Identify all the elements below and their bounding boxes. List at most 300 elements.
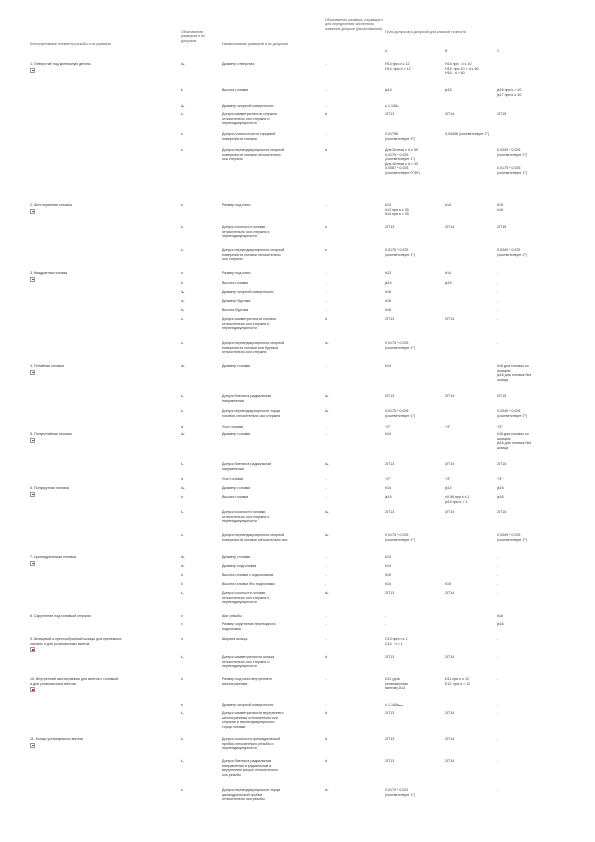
element-cell — [30, 637, 178, 652]
cell-text: α — [181, 477, 184, 481]
class-a-cell — [385, 308, 443, 313]
cell-text: перпендикулярности — [222, 664, 257, 668]
cell-text: d — [325, 711, 327, 715]
designation-cell — [181, 495, 219, 500]
cell-text: 0,0175 * 0,025 — [385, 409, 409, 413]
class-a-cell — [385, 555, 443, 560]
class-c-cell — [497, 462, 557, 467]
cell-text: - — [325, 299, 327, 303]
cell-text: 2IT13 — [385, 759, 395, 763]
broken-image-icon — [30, 492, 35, 497]
cell-text: s — [181, 677, 183, 681]
designation-cell — [181, 271, 219, 276]
name-cell — [222, 564, 322, 569]
cell-text: k — [181, 582, 183, 586]
cell-text: h14 — [385, 364, 391, 368]
designation-cell — [181, 462, 219, 467]
class-c-cell — [497, 564, 557, 569]
cell-text: s — [325, 225, 327, 229]
cell-text: α — [181, 425, 184, 429]
designation-cell — [181, 564, 219, 569]
designation-cell — [181, 290, 219, 295]
cell-text: Допуск симметричности шлица — [222, 655, 275, 659]
cell-text: - — [497, 711, 499, 715]
cell-text: - — [325, 132, 327, 136]
cell-text: dₕ — [181, 486, 185, 490]
class-a-cell — [385, 622, 443, 627]
cell-text: 2IT13 — [385, 112, 395, 116]
cell-text: 0,0087 * 0,025 — [385, 166, 409, 170]
designation-cell — [181, 573, 219, 578]
cell-text: - — [497, 677, 499, 681]
cell-text: js16 — [497, 622, 504, 626]
dependency-cell — [325, 290, 383, 295]
cell-text: js16 при k < 10 — [497, 88, 522, 92]
cell-text: e — [181, 703, 183, 707]
cell-text: dₕ — [325, 591, 329, 595]
class-a-cell — [385, 148, 443, 175]
designation-cell — [181, 703, 219, 708]
cell-text: (соответствует 2°) — [497, 152, 528, 157]
class-b-cell — [445, 88, 495, 93]
dependency-cell — [325, 112, 383, 117]
cell-text: 2IT13 — [385, 317, 395, 321]
dependency-cell — [325, 486, 383, 491]
dependency-cell — [325, 248, 383, 253]
dependency-cell — [325, 614, 383, 619]
designation-cell — [181, 225, 219, 230]
dependency-cell — [325, 510, 383, 515]
cell-text: - — [385, 614, 387, 618]
dependency-cell — [325, 317, 383, 322]
cell-text: (соответствует 2°) — [497, 413, 528, 418]
cell-text: Допуск соосности головки — [222, 510, 266, 514]
cell-text: js16 для головок без — [497, 441, 532, 445]
class-a-cell — [385, 486, 443, 491]
name-cell — [222, 703, 322, 708]
class-c-cell — [497, 317, 557, 322]
cell-text: h16 — [385, 308, 391, 312]
cell-text: Допуск перпендикулярности торца — [222, 788, 280, 792]
designation-cell — [181, 299, 219, 304]
class-a-cell — [385, 510, 443, 515]
cell-text: Размер под ключ — [222, 271, 251, 275]
cell-text: Диаметр опорной поверхности — [222, 703, 274, 707]
cell-text: - — [325, 425, 327, 429]
designation-cell — [181, 655, 219, 660]
element-cell — [30, 555, 178, 566]
broken-image-icon — [30, 743, 35, 748]
cell-text: внутреннем конусе относительно — [222, 768, 278, 772]
broken-image-icon — [30, 68, 35, 73]
cell-text: tₑ — [181, 462, 184, 466]
cell-text: оси стержня — [222, 257, 243, 261]
cell-text: js16 для головок без — [497, 373, 532, 377]
designation-cell — [181, 582, 219, 587]
name-cell — [222, 582, 322, 587]
dependency-cell — [325, 573, 383, 578]
cell-text: h13 — [385, 203, 391, 207]
cell-text: h14 — [385, 582, 391, 586]
cell-text: Допуск симметричности головки — [222, 317, 276, 321]
cell-text: (соответствует 1°) — [385, 345, 416, 350]
cell-text: 0,0349 * 0,025 — [497, 248, 521, 252]
cell-text: tₑ — [181, 409, 184, 413]
cell-text: ≥ 1,140sₘᵢₙ — [385, 703, 403, 707]
cell-text: (соответствует 1°) — [497, 170, 528, 175]
cell-text: - — [497, 271, 499, 275]
cell-text: +3° — [445, 425, 451, 429]
cell-text: +2° — [385, 425, 391, 429]
broken-image-icon — [30, 647, 35, 652]
cell-text: - — [497, 582, 499, 586]
cell-text: 9. Шлицевой и крестообразный шлицы для крепежных — [30, 637, 122, 641]
class-c-cell — [497, 364, 557, 382]
cell-text: (соответствует 1°) — [385, 157, 416, 161]
cell-text: - — [497, 290, 499, 294]
element-cell — [30, 364, 178, 375]
class-a-cell — [385, 425, 443, 430]
cell-text: dₕ — [325, 462, 329, 466]
broken-image-icon — [30, 438, 35, 443]
cell-text: Допуск перпендикулярности опорной — [222, 248, 285, 252]
cell-text: s — [181, 271, 183, 275]
cell-text: Диаметр головки — [222, 555, 251, 559]
cell-text: относительно оси стержня и — [222, 595, 270, 600]
class-a-cell — [385, 394, 443, 399]
class-a-cell — [385, 477, 443, 482]
class-a-cell — [385, 299, 443, 304]
cell-text: v — [181, 622, 183, 626]
class-a-cell — [385, 533, 443, 542]
cell-text: h13 — [385, 555, 391, 559]
cell-text: - — [325, 495, 327, 499]
designation-cell — [181, 364, 219, 369]
cell-text: (соответствует 1°) — [385, 413, 416, 418]
class-a-cell — [385, 281, 443, 286]
cell-text: ±0,08 при k ≤ 1 — [445, 495, 470, 499]
class-a-cell — [385, 637, 443, 646]
cell-text: шлица — [497, 445, 509, 450]
header-class-c: C — [497, 49, 500, 53]
cell-text: 2IT13 — [385, 225, 395, 229]
designation-cell — [181, 317, 219, 322]
cell-text: - — [325, 203, 327, 207]
cell-text: h13 — [385, 271, 391, 275]
name-cell — [222, 409, 322, 418]
class-b-cell — [445, 271, 495, 276]
cell-text: Ширина шлица — [222, 637, 248, 641]
cell-text: - — [325, 290, 327, 294]
cell-text: шестигранника — [222, 681, 248, 686]
class-c-cell — [497, 677, 557, 682]
class-c-cell — [497, 148, 557, 175]
cell-text: Допуск соосности цилиндрической — [222, 737, 281, 741]
name-cell — [222, 281, 322, 286]
cell-text: Диаметр отверстия — [222, 62, 255, 66]
cell-text: tₑ — [181, 759, 184, 763]
cell-text: головок и для установочных винтов — [30, 641, 90, 646]
cell-text: головки относительно оси стержня — [222, 413, 281, 418]
dependency-cell — [325, 788, 383, 793]
cell-text: 2IT15 — [497, 462, 507, 466]
cell-text: 2IT14 — [445, 225, 455, 229]
cell-text: h14 при s > 30 — [385, 212, 409, 216]
class-a-cell — [385, 591, 443, 596]
cell-text: h15 — [497, 203, 503, 207]
cell-text: d — [325, 148, 327, 152]
cell-text: Допуск биения в радиальном — [222, 759, 271, 763]
class-c-cell — [497, 425, 557, 430]
cell-text: - — [325, 677, 327, 681]
class-b-cell — [445, 62, 495, 76]
cell-text: C13 при n ≤ 1 — [385, 637, 408, 641]
class-b-cell — [445, 203, 495, 208]
class-c-cell — [497, 394, 557, 399]
cell-text: направлении — [222, 398, 244, 403]
cell-text: h14 — [445, 203, 451, 207]
cell-text: 2IT13 — [385, 510, 395, 514]
designation-cell — [181, 622, 219, 627]
cell-text: 7. Цилиндрическая головка — [30, 555, 76, 559]
designation-cell — [181, 788, 219, 793]
cell-text: - — [325, 104, 327, 108]
cell-text: - — [325, 432, 327, 436]
cell-text: tₑ — [181, 533, 184, 537]
designation-cell — [181, 591, 219, 596]
cell-text: dₕ — [325, 409, 329, 413]
cell-text: пробки относительно резьбы и — [222, 741, 274, 746]
cell-text: и для установочных винтов — [30, 681, 76, 686]
dependency-cell — [325, 582, 383, 587]
cell-text: tₑ — [181, 591, 184, 595]
cell-text: dₒ — [181, 299, 185, 303]
cell-text: 0,0175 * 0,025 — [385, 152, 409, 157]
designation-cell — [181, 248, 219, 253]
designation-cell — [181, 737, 219, 742]
name-cell — [222, 132, 322, 141]
class-c-cell — [497, 711, 557, 716]
cell-text: 0,0175 * 0,025 — [497, 166, 521, 170]
cell-text: h14 — [385, 564, 391, 568]
designation-cell — [181, 132, 219, 137]
cell-text: dₑ — [181, 104, 185, 108]
header-name: Наименование размеров и их допусков — [222, 42, 288, 46]
cell-text: 0,0175 * 0,025 — [385, 533, 409, 537]
cell-text: 0,0349 * 0,025 — [497, 409, 521, 413]
cell-text: tₑ — [181, 788, 184, 792]
cell-text: относительно оси стержня и — [222, 116, 270, 121]
class-c-cell — [497, 299, 557, 304]
cell-text: Высота головки — [222, 495, 249, 499]
dependency-cell — [325, 564, 383, 569]
cell-text: h — [181, 573, 183, 577]
dependency-cell — [325, 394, 383, 399]
cell-text: h14 — [385, 432, 391, 436]
cell-text: Высота головки без подголовка — [222, 582, 275, 586]
cell-text: ≥ 1,13dₕ — [385, 104, 399, 108]
cell-text: Размер скругления переходного — [222, 622, 276, 626]
class-a-cell — [385, 788, 443, 797]
cell-text: - — [497, 737, 499, 741]
class-c-cell — [497, 225, 557, 230]
cell-text: js14 — [445, 486, 452, 490]
cell-text: +3° — [497, 425, 503, 429]
name-cell — [222, 364, 322, 369]
cell-text: Для болтов с d ≤ 30 — [385, 148, 418, 152]
element-cell — [30, 486, 178, 497]
cell-text: - — [325, 271, 327, 275]
cell-text: относительно оси стержня — [222, 350, 267, 354]
class-a-cell — [385, 271, 443, 276]
name-cell — [222, 462, 322, 471]
cell-text: - — [497, 317, 499, 321]
cell-text: - — [325, 582, 327, 586]
designation-cell — [181, 614, 219, 619]
cell-text: 2IT14 — [445, 591, 455, 595]
cell-text: - — [497, 573, 499, 577]
header-class-a: A — [385, 49, 388, 53]
designation-cell — [181, 555, 219, 560]
designation-cell — [181, 308, 219, 313]
cell-text: H13 при d ≤ 12 — [385, 62, 410, 66]
class-c-cell — [497, 510, 557, 515]
class-a-cell — [385, 132, 443, 141]
cell-text: dₕ — [325, 533, 329, 537]
designation-cell — [181, 148, 219, 153]
cell-text: 2IT13 — [385, 655, 395, 659]
class-a-cell — [385, 711, 443, 716]
dependency-cell — [325, 341, 383, 346]
cell-text: tₑ — [181, 510, 184, 514]
header-element: Конструктивные элементы резьбы и их размеры — [30, 42, 112, 46]
class-b-cell — [445, 510, 495, 515]
class-a-cell — [385, 655, 443, 660]
class-c-cell — [497, 703, 557, 708]
name-cell — [222, 555, 322, 560]
cell-text: перпендикулярности — [222, 600, 257, 604]
dependency-cell — [325, 308, 383, 313]
class-a-cell — [385, 564, 443, 569]
dependency-cell — [325, 477, 383, 482]
dependency-cell — [325, 299, 383, 304]
cell-text: tₑ — [181, 317, 184, 321]
cell-text: перпендикулярности — [222, 234, 257, 238]
cell-text: 2IT15 — [497, 225, 507, 229]
cell-text: - — [325, 62, 327, 66]
cell-text: 0,0175 * 0,025 — [385, 248, 409, 252]
header-tolerance-dependency: Обозначение размера, служащего для определения численного значения допуска (расположения) — [325, 18, 383, 31]
class-c-cell — [497, 112, 557, 117]
class-c-cell — [497, 432, 557, 450]
cell-text: js15 при k > 1 — [445, 499, 468, 504]
cell-text: - — [497, 637, 499, 641]
class-c-cell — [497, 655, 557, 660]
name-cell — [222, 614, 322, 619]
cell-text: dₒ — [325, 788, 329, 792]
cell-text: Угол головки — [222, 477, 244, 481]
cell-text: (соответствует 2°) — [497, 252, 528, 257]
cell-text: - — [325, 555, 327, 559]
cell-text: +3° — [445, 477, 451, 481]
cell-text: tₑ — [181, 341, 184, 345]
element-cell — [30, 614, 178, 619]
cell-text: - — [325, 486, 327, 490]
cell-text: - — [497, 655, 499, 659]
class-c-cell — [497, 582, 557, 587]
class-b-cell — [445, 225, 495, 230]
cell-text: Диаметр головки — [222, 364, 251, 368]
designation-cell — [181, 477, 219, 482]
name-cell — [222, 317, 322, 331]
cell-text: установочных — [385, 681, 409, 686]
cell-text: D11 (для — [385, 677, 400, 681]
cell-text: 2. Шестигранная головка — [30, 203, 72, 207]
cell-text: Размер под ключ внутреннего — [222, 677, 273, 681]
cell-text: Диаметр головки — [222, 486, 251, 490]
cell-text: винтов) D12 — [385, 686, 406, 690]
table-header — [0, 14, 595, 64]
dependency-cell — [325, 462, 383, 467]
class-c-cell — [497, 533, 557, 542]
designation-cell — [181, 510, 219, 515]
class-a-cell — [385, 495, 443, 500]
class-c-cell — [497, 409, 557, 418]
element-cell — [30, 271, 178, 282]
class-b-cell — [445, 495, 495, 504]
cell-text: Диаметр буртика — [222, 299, 251, 303]
cell-text: 0,0175 * 0,021 — [385, 788, 409, 792]
cell-text: h15 — [385, 573, 391, 577]
cell-text: относительно оси стержня и — [222, 514, 270, 519]
cell-text: h16 — [497, 207, 503, 212]
element-cell — [30, 737, 178, 748]
cell-text: 0,01756 — [385, 132, 398, 136]
dependency-cell — [325, 711, 383, 716]
cell-text: поверхности головки относительно — [222, 152, 281, 157]
name-cell — [222, 203, 322, 208]
cell-text: (соответствует 1°) — [385, 792, 416, 797]
class-a-cell — [385, 112, 443, 117]
cell-text: js14 — [385, 88, 392, 92]
name-cell — [222, 394, 322, 403]
cell-text: перпендикулярности — [222, 121, 257, 125]
cell-text: оси резьбы — [222, 772, 241, 777]
cell-text: Для болтов с d > 30 — [385, 161, 418, 166]
dependency-cell — [325, 637, 383, 642]
class-a-cell — [385, 290, 443, 295]
cell-text: 2IT14 — [445, 655, 455, 659]
element-cell — [30, 203, 178, 214]
class-a-cell — [385, 582, 443, 587]
cell-text: - — [325, 477, 327, 481]
name-cell — [222, 112, 322, 126]
cell-text: поверхности головки относительно оси — [222, 537, 288, 542]
cell-text: 0,0349 * 0,025 — [497, 533, 521, 537]
cell-text: 2IT13 — [385, 737, 395, 741]
class-a-cell — [385, 317, 443, 322]
cell-text: 1. Отверстие под крепежную деталь — [30, 62, 91, 66]
class-a-cell — [385, 203, 443, 217]
cell-text: Допуск перпендикулярности опорной — [222, 533, 285, 537]
cell-text: шлицем — [497, 368, 511, 373]
cell-text: E12 при s > 12 — [445, 681, 471, 686]
cell-text: 2IT14 — [445, 394, 455, 398]
class-b-cell — [445, 591, 495, 596]
class-a-cell — [385, 432, 443, 437]
cell-text: шлицем — [497, 436, 511, 441]
cell-text: dₕ — [325, 510, 329, 514]
